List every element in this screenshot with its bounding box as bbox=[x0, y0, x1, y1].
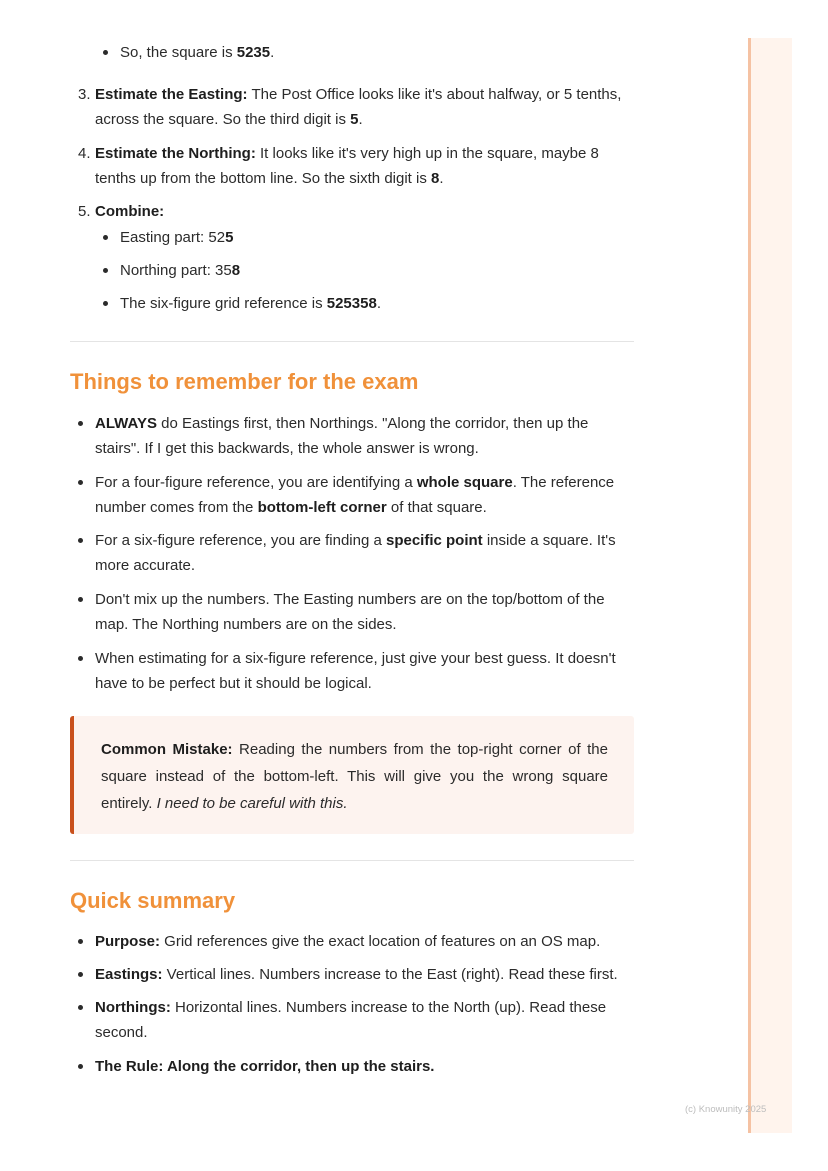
bold-text: The Rule: Along the corridor, then up the stairs. bbox=[95, 1058, 435, 1075]
step-3 bbox=[78, 82, 634, 132]
text-segment: . bbox=[376, 295, 381, 312]
text-segment: . bbox=[270, 44, 275, 61]
text-segment: . The reference number comes from the bbox=[95, 474, 615, 516]
section-heading: Quick summary bbox=[70, 888, 236, 913]
step-number: 3. bbox=[78, 86, 91, 103]
common-mistake-callout bbox=[70, 716, 634, 834]
text-segment: Northing part: 35 bbox=[120, 262, 232, 279]
bold-text: 8 bbox=[431, 170, 440, 187]
bold-text: Northings: bbox=[95, 999, 171, 1016]
list-item bbox=[120, 291, 634, 316]
bold-text: 5235 bbox=[236, 44, 271, 61]
bold-text: specific point bbox=[385, 532, 483, 549]
bold-text: Purpose: bbox=[95, 933, 161, 950]
text-segment: Grid references give the exact location of features on an OS map. bbox=[160, 933, 601, 950]
bold-text: 5 bbox=[225, 229, 234, 246]
list-item bbox=[95, 995, 634, 1045]
copyright-footer: (c) Knowunity 2025 bbox=[685, 1104, 767, 1115]
text-segment: When estimating for a six-figure reference, just give your best guess. It doesn't have to be perfect but it should be logical. bbox=[95, 650, 616, 692]
text-segment: Don't mix up the numbers. The Easting numbers are on the top/bottom of the map. The Northing numbers are on the sides. bbox=[95, 591, 605, 633]
text-segment: The Post Office looks like it's about halfway, or 5 tenths, across the square. So the third digit is bbox=[95, 86, 622, 128]
list-item bbox=[95, 411, 634, 461]
bold-text: Combine: bbox=[95, 203, 165, 220]
list-item bbox=[95, 646, 634, 696]
step-number: 4. bbox=[78, 145, 91, 162]
text-segment: Easting part: 52 bbox=[120, 229, 226, 246]
bold-text: 525358 bbox=[326, 295, 377, 312]
list-item bbox=[95, 528, 634, 578]
list-item bbox=[120, 225, 634, 250]
text-segment: . bbox=[358, 111, 363, 128]
bold-text: bottom-left corner bbox=[257, 499, 387, 516]
bold-text: whole square bbox=[416, 474, 513, 491]
document-content bbox=[70, 38, 634, 1079]
divider bbox=[70, 860, 634, 861]
page-side-stripe bbox=[748, 38, 792, 1133]
text-segment: For a six-figure reference, you are finding a bbox=[95, 532, 386, 549]
bold-text: 5 bbox=[350, 111, 359, 128]
text-segment: inside a square. It's more accurate. bbox=[95, 532, 616, 574]
bold-text: ALWAYS bbox=[95, 415, 157, 432]
text-segment: So, the square is bbox=[120, 44, 237, 61]
text-segment: Horizontal lines. Numbers increase to the North (up). Read these second. bbox=[95, 999, 607, 1041]
text-segment: of that square. bbox=[386, 499, 487, 516]
bold-text: Estimate the Northing: bbox=[95, 145, 256, 162]
text-segment: . bbox=[439, 170, 444, 187]
section-heading: Things to remember for the exam bbox=[70, 369, 419, 394]
text-segment: For a four-figure reference, you are identifying a bbox=[95, 474, 417, 491]
list-item bbox=[95, 1054, 634, 1079]
text-segment: The six-figure grid reference is bbox=[120, 295, 327, 312]
list-item bbox=[95, 587, 634, 637]
divider bbox=[70, 341, 634, 342]
text-segment: It looks like it's very high up in the square, maybe 8 tenths up from the bottom line. So the sixth digit is bbox=[95, 145, 599, 187]
bold-text: Common Mistake: bbox=[101, 741, 233, 758]
list-item bbox=[95, 962, 634, 987]
step-number: 5. bbox=[78, 203, 91, 220]
bold-text: Eastings: bbox=[95, 966, 163, 983]
text-segment: do Eastings first, then Northings. "Along the corridor, then up the stairs". If I get this backwards, the whole answer is wrong. bbox=[95, 415, 589, 457]
list-item bbox=[120, 40, 634, 65]
bold-text: Estimate the Easting: bbox=[95, 86, 248, 103]
list-item bbox=[120, 258, 634, 283]
text-segment: Reading the numbers from the top-right corner of the square instead of the bottom-left. This will give you the wrong square entirely. bbox=[101, 741, 608, 812]
text-segment: Vertical lines. Numbers increase to the East (right). Read these first. bbox=[162, 966, 618, 983]
step-5 bbox=[78, 199, 634, 224]
step-4 bbox=[78, 141, 634, 191]
bold-text: 8 bbox=[231, 262, 241, 279]
list-item bbox=[95, 929, 634, 954]
italic-text: I need to be careful with this. bbox=[156, 795, 348, 812]
list-item bbox=[95, 470, 634, 520]
